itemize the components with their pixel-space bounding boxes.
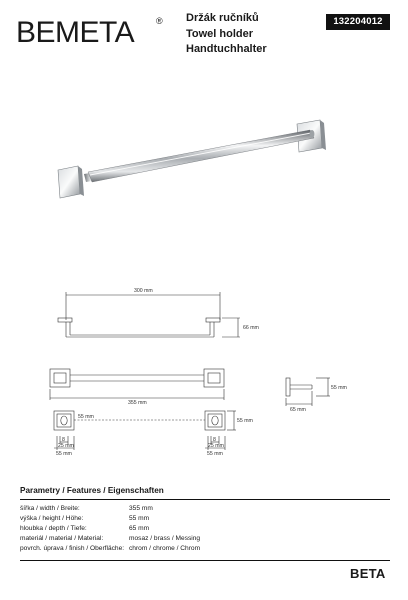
spec-row xyxy=(20,524,390,534)
dim-base-left-small: 8 xyxy=(62,437,65,443)
dim-side-depth: 65 mm xyxy=(290,407,306,413)
dim-top-height: 66 mm xyxy=(243,325,259,331)
spec-label: šířka / width / Breite: xyxy=(20,505,80,512)
spec-label: výška / height / Höhe: xyxy=(20,515,84,522)
dim-base-left-25: 25 mm xyxy=(58,443,74,449)
dim-top-width: 300 mm xyxy=(134,288,153,294)
dim-base-right-small: 8 xyxy=(213,437,216,443)
product-name-en: Towel holder xyxy=(186,27,254,40)
spec-label: povrch. úprava / finish / Oberfläche: xyxy=(20,545,125,552)
dim-side-height: 55 mm xyxy=(331,385,347,391)
side-view-drawing xyxy=(286,378,330,406)
footer-divider xyxy=(20,560,390,561)
spec-value: 55 mm xyxy=(129,515,150,522)
spec-value: mosaz / brass / Messing xyxy=(129,535,201,542)
product-photo xyxy=(40,96,380,216)
parameters-heading: Parametry / Features / Eigenschaften xyxy=(20,484,390,500)
parameters-section xyxy=(20,484,390,554)
spec-row xyxy=(20,544,390,554)
brand-logo xyxy=(16,12,168,48)
spec-value: chrom / chrome / Chrom xyxy=(129,545,201,552)
spec-label: materiál / material / Material: xyxy=(20,535,104,542)
product-name-cz: Držák ručníků xyxy=(186,12,259,24)
spec-row xyxy=(20,534,390,544)
registered-mark: ® xyxy=(156,16,163,26)
dim-front-width: 355 mm xyxy=(128,400,147,406)
series-name: BETA xyxy=(350,566,386,581)
top-view-drawing xyxy=(58,292,240,337)
towel-bar xyxy=(88,130,314,182)
spec-row xyxy=(20,504,390,514)
left-wall-plate xyxy=(58,166,84,198)
spec-value: 65 mm xyxy=(129,525,150,532)
spec-value: 355 mm xyxy=(129,505,153,512)
dim-base-height: 55 mm xyxy=(237,418,253,424)
brand-name: BEMETA xyxy=(16,16,135,48)
spec-row xyxy=(20,514,390,524)
dim-base-left-55: 55 mm xyxy=(56,451,72,457)
technical-drawings xyxy=(0,280,408,480)
product-titles xyxy=(186,11,316,58)
dim-base-right-55: 55 mm xyxy=(207,451,223,457)
product-code-badge: 132204012 xyxy=(326,14,390,30)
front-view-drawing xyxy=(50,369,224,400)
product-name-de: Handtuchhalter xyxy=(186,43,267,55)
dim-base-left-inner: 55 mm xyxy=(78,414,94,420)
spec-label: hloubka / depth / Tiefe: xyxy=(20,525,87,532)
dim-base-right-25: 25 mm xyxy=(208,443,224,449)
